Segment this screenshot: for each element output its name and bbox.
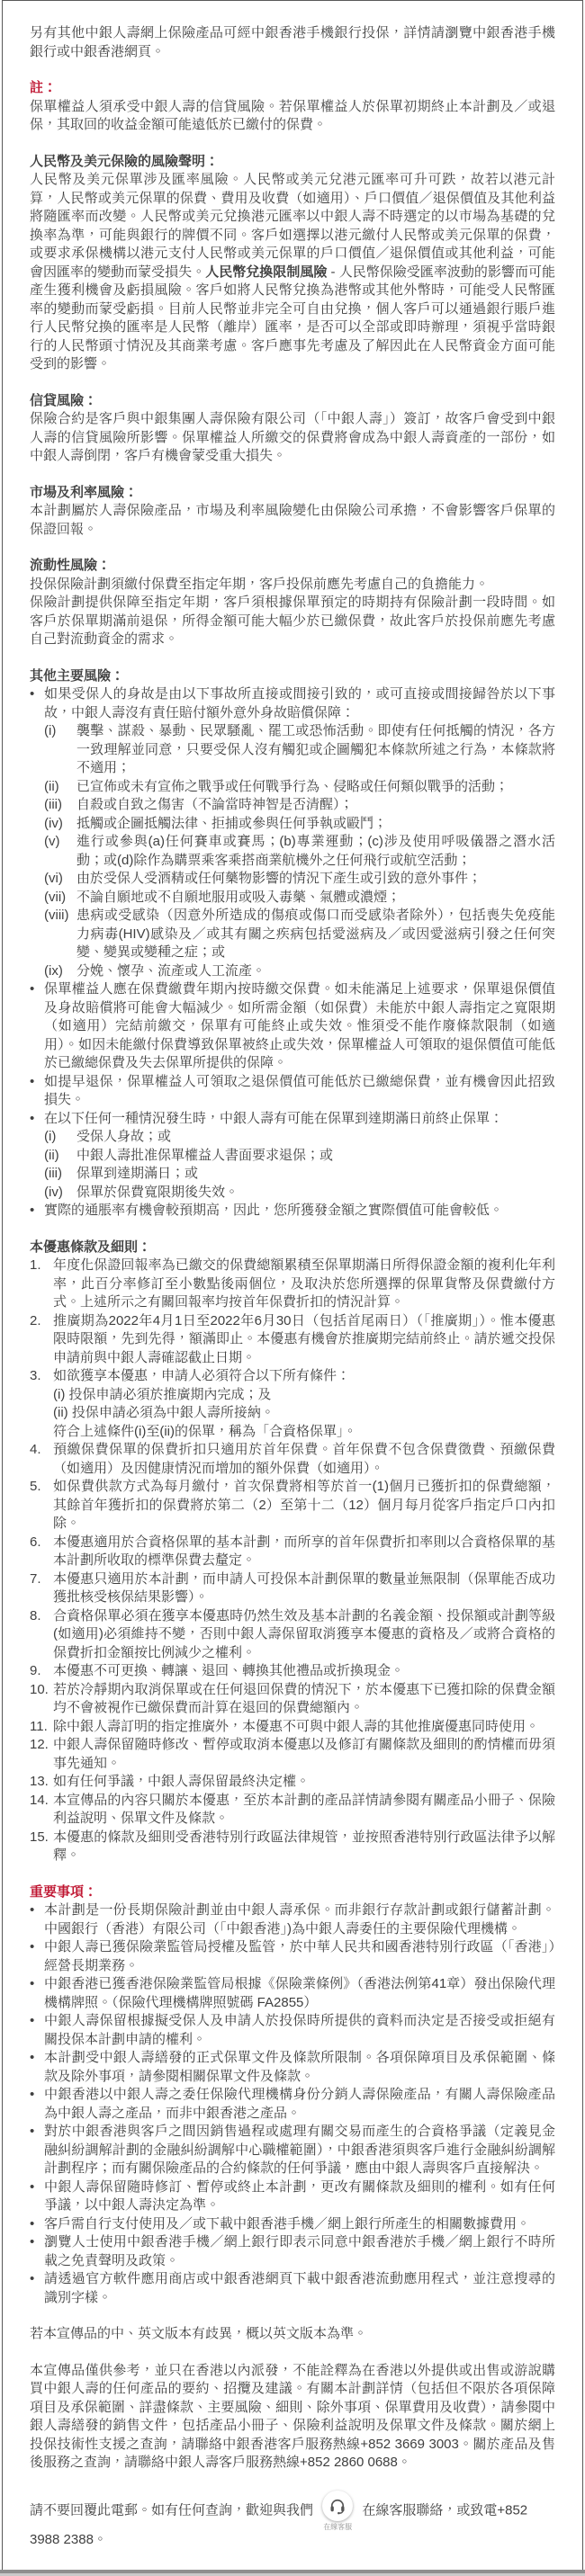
- document-body: [2, 0, 583, 2576]
- sublist-item-text: 中銀人壽批准保單權益人書面要求退保；或: [76, 1147, 334, 1163]
- list-marker: 8.: [30, 1607, 41, 1623]
- sublist-item: [44, 1184, 555, 1203]
- list-item-line: 符合上述條件(i)至(ii)的保單，稱為「合資格保單」。: [53, 1423, 357, 1439]
- list-marker: 13.: [30, 1774, 49, 1789]
- list-item-line: 瀏覽人士使用中銀香港手機／網上銀行即表示同意中銀香港於手機／網上銀行不時所載之免責聲明及政策。: [44, 2234, 555, 2268]
- list-marker: 1.: [30, 1257, 41, 1273]
- sublist-marker: (vi): [44, 871, 63, 886]
- list-marker: •: [30, 1203, 35, 1218]
- list-marker: •: [30, 2124, 35, 2139]
- closing-paragraph: 若本宣傳品的中、英文版本有歧異，概以英文版本為準。: [30, 2326, 368, 2341]
- list-item-line: 如提早退保，保單權益人可領取之退保價值可能低於已繳總保費，並有機會因此招致損失。: [44, 1073, 555, 1107]
- list-item: [30, 1534, 555, 1570]
- list-item: [30, 1257, 555, 1312]
- paragraph: 保險合約是客戶與中銀集團人壽保險有限公司（「中銀人壽」）簽訂，故客戶會受到中銀人壽的信貸風險所影響。保單權益人所繳交的保費將會成為中銀人壽資產的一部份，如中銀人壽倒閉，客戶有機會蒙受重大損失。: [30, 411, 555, 463]
- section-heading: 本優惠條款及細則：: [30, 1239, 152, 1255]
- list-item: [30, 2012, 555, 2049]
- section-heading: 市場及利率風險：: [30, 484, 139, 500]
- sublist-marker: (viii): [44, 908, 69, 923]
- list-item-text: [53, 1312, 555, 1368]
- sublist-marker: (i): [44, 723, 57, 738]
- list-item: [30, 1773, 555, 1792]
- sublist-item-text: 已宣佈或未有宣佈之戰爭或任何戰爭行為、侵略或任何類似戰爭的活動；: [76, 778, 509, 794]
- sublist-marker: (v): [44, 834, 60, 849]
- list-item: [30, 1975, 555, 2012]
- section-heading: 註：: [30, 80, 58, 95]
- list-item: [30, 2123, 555, 2178]
- list-marker: •: [30, 2215, 35, 2232]
- list-item-line: 若於冷靜期內取消保單或在任何退回保費的情況下，於本優惠下已獲扣除的保費金額均不會被視作已繳保費而計算在退回的保費總額內。: [53, 1681, 555, 1715]
- list-marker: 3.: [30, 1368, 41, 1383]
- sublist-marker: (i): [44, 1129, 57, 1144]
- list-marker: 11.: [30, 1718, 48, 1734]
- paragraph: [30, 171, 555, 374]
- list-marker: •: [30, 2013, 35, 2028]
- list-marker: •: [30, 1073, 35, 1089]
- list-item-text: [44, 2123, 555, 2178]
- list-item-line: 如有任何爭議，中銀人壽保留最終決定權。: [53, 1774, 310, 1789]
- list-item-line: 實際的通脹率有機會較預期高，因此，您所獲發金額之實際價值可能會較低。: [44, 1203, 504, 1218]
- list-item: [30, 1792, 555, 1829]
- online-customer-service-button[interactable]: [322, 2491, 353, 2531]
- closing-paragraphs: [30, 2325, 555, 2473]
- list-item: [30, 1441, 555, 1478]
- list-item-line: 客戶需自行支付使用及／或下載中銀香港手機／網上銀行所產生的相關數據費用。: [44, 2215, 531, 2232]
- list-marker: 7.: [30, 1570, 41, 1587]
- section-liquidity-risk: [30, 557, 555, 649]
- section-market-interest-risk: [30, 484, 555, 540]
- list-item-text: [53, 1773, 555, 1792]
- closing-paragraph: 本宣傳品僅供參考，並只在香港以內派發，不能詮釋為在香港以外提供或出售或游說購買中銀人壽的任何產品的要約、招攬及建議。有關本計劃詳情（包括但不限於各項保障項目及承保範圍、詳盡條款、主要風險、細則、除外事項、保單費用及收費），請參閱中銀人壽繕發的銷售文件，包括產品小冊子、保險利益說明及保單文件及條款。關於網上投保技術性支援之查詢，請聯絡中銀香港客戶服務熱線+852 3669 3003。關於產品及售後服務之查詢，請聯絡中銀人壽客戶服務熱線+852 2860 0688。: [30, 2362, 555, 2470]
- list-item: [30, 1681, 555, 1718]
- section-credit-risk: [30, 392, 555, 466]
- sublist-marker: (iv): [44, 1184, 63, 1200]
- bold-inline-text: 人民幣兌換限制風險: [205, 264, 328, 280]
- list-item-line: 中銀香港以中銀人壽之委任保險代理機構身份分銷人壽保險產品，有關人壽保險產品為中銀人壽之產品，而非中銀香港之產品。: [44, 2087, 555, 2121]
- list-item-text: [53, 1792, 555, 1829]
- list-marker: •: [30, 2050, 35, 2065]
- other-key-risks-list: [30, 685, 555, 1221]
- section-heading: 流動性風險：: [30, 558, 112, 573]
- sublist-item: [44, 1165, 555, 1184]
- list-item-line: 年度化保證回報率為已繳交的保費總額累積至保單期滿日所得保證金額的複利化年利率，此百分率修訂至小數點後兩個位，及取決於您所選擇的保單貨幣及保費繳付方式。上述所示之有關回報率均按首年保費折扣的情況計算。: [53, 1257, 555, 1310]
- list-item-line: 本優惠不可更換、轉讓、退回、轉換其他禮品或折換現金。: [53, 1663, 405, 1678]
- inline-text: - 人民幣保險受匯率波動的影響而可能產生獲利機會及虧損風險。客戶如將人民幣兌換為港幣或其他外幣時，可能受人民幣匯率的變動而蒙受虧損。目前人民幣並非完全可自由兌換，個人客戶可以通過銀行賬戶進行人民幣兌換的匯率是人民幣（離岸）匯率，是否可以全部或即時辦理，須視乎當時銀行的人民幣頭寸情況及其商業考慮。客戶應事先考慮及了解因此在人民幣資金方面可能受到的影響。: [30, 264, 555, 371]
- list-item-text: [44, 2178, 555, 2215]
- sublist-item: [44, 722, 555, 778]
- list-marker: 10.: [30, 1681, 49, 1697]
- section-other-key-risks: [30, 667, 555, 1221]
- sublist-marker: (iv): [44, 815, 63, 831]
- list-marker: •: [30, 2087, 35, 2102]
- sublist-item: [44, 778, 555, 797]
- list-item-text: [53, 1736, 555, 1773]
- list-item-line: 本計劃受中銀人壽繕發的正式保單文件及條款所限制。各項保障項目及承保範圍、條款及除外事項，請參閱相關保單文件及條款。: [44, 2050, 555, 2084]
- section-rmb-usd-risk-statement: [30, 153, 555, 374]
- list-item-text: [53, 1718, 555, 1737]
- list-item-text: [53, 1607, 555, 1663]
- list-marker: 14.: [30, 1792, 49, 1808]
- list-marker: •: [30, 2271, 35, 2286]
- sublist-item-text: 不論自願地或不自願地服用或吸入毒藥、氣體或濃煙；: [76, 889, 401, 905]
- list-item-line: 合資格保單必須在獲享本優惠時仍然生效及基本計劃的名義金額、投保額或計劃等級(如適用)必須維持不變，否則中銀人壽保留取消獲享本優惠的資格及／或將合資格的保費折扣金額按比例減少之權利。: [53, 1607, 555, 1660]
- list-item-text: [44, 2012, 555, 2049]
- list-marker: •: [30, 1110, 35, 1126]
- list-item-line: 中銀香港已獲香港保險業監管局根據《保險業條例》（香港法例第41章）發出保險代理機構牌照。（保險代理機構牌照號碼 FA2855）: [44, 1976, 555, 2010]
- list-item-text: [44, 980, 555, 1073]
- list-item: [30, 1478, 555, 1534]
- list-item: [30, 1607, 555, 1663]
- list-item: [30, 1736, 555, 1773]
- list-item-line: (i) 投保申請必須於推廣期內完成；及: [53, 1386, 272, 1402]
- footer-text-post: 在線客服聯絡，或致電+852 3988 2388。: [30, 2501, 528, 2547]
- list-item-text: [53, 1367, 555, 1441]
- list-item-line: 除中銀人壽訂明的指定推廣外，本優惠不可與中銀人壽的其他推廣優惠同時使用。: [53, 1718, 540, 1734]
- paragraph: 本計劃屬於人壽保險產品，市場及利率風險變化由保險公司承擔，不會影響客戶保單的保證回報。: [30, 503, 555, 537]
- list-item-text: [53, 1257, 555, 1312]
- list-item-line: 本優惠適用於合資格保單的基本計劃，而所享的首年保費折扣率則以合資格保單的基本計劃所收取的標準保費去釐定。: [53, 1534, 555, 1568]
- list-item-line: 本優惠只適用於本計劃，而申請人可投保本計劃保單的數量並無限制（保單能否成功獲批核受核保結果影響）。: [53, 1570, 555, 1605]
- important-notes-list: [30, 1901, 555, 2307]
- list-item-line: 對於中銀香港與客戶之間因銷售過程或處理有關交易而產生的合資格爭議（定義見金融糾紛調解計劃的金融糾紛調解中心職權範圍），中銀香港須與客戶進行金融糾紛調解計劃程序；而有關保險產品的合約條款的任何爭議，應由中銀人壽與客戶直接解決。: [44, 2124, 555, 2176]
- sublist-item-text: 抵觸或企圖抵觸法律、拒捕或參與任何爭執或毆鬥；: [76, 815, 388, 831]
- list-item-text: [44, 1202, 555, 1221]
- sublist-item-text: 進行或參與(a)任何賽車或賽馬；(b)專業運動；(c)涉及使用呼吸儀器之潛水活動；或(d)除作為購票乘客乘搭商業航機外之任何飛行或航空活動；: [76, 834, 555, 868]
- list-marker: 6.: [30, 1534, 41, 1550]
- list-marker: •: [30, 2234, 35, 2250]
- list-marker: 12.: [30, 1737, 49, 1752]
- section-heading: 信貸風險：: [30, 392, 98, 408]
- sublist-marker: (vii): [44, 889, 67, 905]
- list-item: [30, 980, 555, 1073]
- sublist-item-text: 自殺或自致之傷害（不論當時神智是否清醒）；: [76, 797, 354, 812]
- sublist-item-text: 襲擊、謀殺、暴動、民眾騷亂、罷工或恐怖活動。即使有任何抵觸的情況，各方一致理解並同意，只要受保人沒有觸犯或企圖觸犯本條款所述之行為，本條款將不適用；: [76, 723, 555, 775]
- sublist-marker: (ii): [44, 1147, 59, 1163]
- sublist-item-text: 受保人身故；或: [76, 1129, 172, 1144]
- list-item-text: [44, 2086, 555, 2123]
- list-marker: 4.: [30, 1442, 41, 1457]
- list-item-line: 中銀人壽保留隨時修改、暫停或取消本優惠以及修訂有關條款及細則的酌情權而毋須事先通知。: [53, 1737, 555, 1771]
- list-item-line: 預繳保費保單的保費折扣只適用於首年保費。首年保費不包含保費徵費、預繳保費（如適用）及因健康情況而增加的額外保費（如適用）。: [53, 1442, 555, 1476]
- sublist-item-text: 保單於保費寬限期後失效。: [76, 1184, 239, 1200]
- list-item-line: 本宣傳品的內容只關於本優惠，至於本計劃的產品詳情請參閱有關產品小冊子、保險利益說明、保單文件及條款。: [53, 1792, 555, 1826]
- sublist-item-text: 由於受保人受酒精或任何藥物影響的情況下產生或引致的意外事件；: [76, 871, 482, 886]
- section-heading: 其他主要風險：: [30, 667, 125, 684]
- footer-note: [30, 2491, 555, 2550]
- list-item-text: [44, 2049, 555, 2086]
- list-item-text: [53, 1478, 555, 1534]
- list-item-line: 如保費供款方式為每月繳付，首次保費將相等於首一(1)個月已獲折扣的保費總額，其餘首年獲折扣的保費將於第二（2）至第十二（12）個月每月從客戶指定戶口內扣除。: [53, 1479, 555, 1531]
- sublist-item-text: 保單到達期滿日；或: [76, 1166, 199, 1181]
- section-heading: 重要事項：: [30, 1883, 98, 1900]
- sublist-item: [44, 815, 555, 834]
- list-item-line: 本優惠的條款及細則受香港特別行政區法律規管，並按照香港特別行政區法律予以解釋。: [53, 1829, 555, 1863]
- sublist-marker: (ii): [44, 778, 59, 794]
- list-marker: •: [30, 981, 35, 997]
- list-marker: 5.: [30, 1479, 41, 1494]
- sublist-item: [44, 889, 555, 908]
- list-item: [30, 2270, 555, 2307]
- list-item: [30, 1662, 555, 1681]
- list-item: [30, 1202, 555, 1221]
- list-item: [30, 1938, 555, 1975]
- list-item: [30, 2215, 555, 2234]
- sublist-item: [44, 1147, 555, 1166]
- section-offer-terms: [30, 1239, 555, 1865]
- list-item: [30, 2178, 555, 2215]
- headset-icon: [322, 2491, 353, 2521]
- list-item-text: [44, 1938, 555, 1975]
- paragraph: 保單權益人須承受中銀人壽的信貸風險。若保單權益人於保單初期終止本計劃及／或退保，其取回的收益金額可能遠低於已繳付的保費。: [30, 98, 555, 132]
- list-item-text: [44, 2270, 555, 2307]
- list-marker: •: [30, 1976, 35, 1991]
- list-item-text: [53, 1662, 555, 1681]
- list-item-line: (ii) 投保申請必須為中銀人壽所接納。: [53, 1405, 274, 1420]
- section-important-notes: [30, 1883, 555, 2308]
- list-item: [30, 1570, 555, 1607]
- list-item: [30, 1901, 555, 1938]
- sublist-item-text: 分娩、懷孕、流產或人工流產。: [76, 962, 266, 979]
- list-item-line: 保單權益人應在保費繳費年期內按時繳交保費。如未能滿足上述要求，保單退保價值及身故賠償將可能會大幅減少。如所需金額（如保費）未能於中銀人壽指定之寬限期（如適用）完結前繳交，保單有可能終止或失效。惟須受不能作廢條款限制（如適用）。如因未能繳付保費導致保單被終止或失效，保單權益人可領取的退保價值可能低於已繳總保費及失去保單所提供的保障。: [44, 981, 555, 1070]
- list-item-text: [53, 1681, 555, 1718]
- paragraph: 投保保險計劃須繳付保費至指定年期，客戶投保前應先考慮自己的負擔能力。: [30, 576, 490, 592]
- list-marker: •: [30, 2178, 35, 2195]
- list-item-line: 中銀人壽保留根據擬受保人及申請人於投保時所提供的資料而決定是否接受或拒絕有關投保本計劃申請的權利。: [44, 2013, 555, 2047]
- list-marker: •: [30, 1902, 35, 1918]
- list-item-text: [44, 685, 555, 980]
- list-item: [30, 1073, 555, 1110]
- list-item-text: [44, 1901, 555, 1938]
- list-item: [30, 1367, 555, 1441]
- inline-text: 人民幣及美元保單涉及匯率風險。人民幣或美元兌港元匯率可升可跌，故若以港元計算，人民幣或美元保單的保費、費用及收費（如適用）、戶口價值／退保價值及其他利益將隨匯率而改變。人民幣或美元兌換港元匯率以中銀人壽不時選定的以市場為基礎的兌換率為準，可能與銀行的牌價不同。客戶如選擇以港元繳付人民幣或美元保單的保費，或要求承保機構以港元支付人民幣或美元保單的戶口價值／退保價值或其他利益，可能會因匯率的變動而蒙受損失。: [30, 172, 555, 280]
- list-item: [30, 2086, 555, 2123]
- sublist-item: [44, 962, 555, 981]
- list-marker: 2.: [30, 1312, 41, 1328]
- sublist-marker: (ix): [44, 962, 63, 979]
- list-marker: •: [30, 1939, 35, 1954]
- list-item-line: 本計劃是一份長期保險計劃並由中銀人壽承保。而非銀行存款計劃或銀行儲蓄計劃。中國銀行（香港）有限公司（「中銀香港」)為中銀人壽委任的主要保險代理機構。: [44, 1902, 555, 1936]
- list-item-text: [44, 1975, 555, 2012]
- list-item: [30, 2233, 555, 2270]
- list-item-line: 請透過官方軟件應用商店或中銀香港網頁下載中銀香港流動應用程式，並注意搜尋的識別字樣。: [44, 2271, 555, 2305]
- list-item-text: [44, 1110, 555, 1203]
- section-heading: 人民幣及美元保險的風險聲明：: [30, 153, 220, 169]
- list-item-text: [44, 1073, 555, 1110]
- paragraph: 保險計劃提供保障至指定年期，客戶須根據保單預定的時期持有保險計劃一段時間。如客戶於保單期滿前退保，所得金額可能大幅少於已繳保費，故此客戶於投保前應先考慮自己對流動資金的需求。: [30, 595, 555, 647]
- list-item-text: [53, 1829, 555, 1865]
- intro-paragraph: 另有其他中銀人壽網上保險產品可經中銀香港手機銀行投保，詳情請瀏覽中銀香港手機銀行或中銀香港網頁。: [30, 25, 555, 59]
- list-item: [30, 1312, 555, 1368]
- offer-terms-list: [30, 1257, 555, 1865]
- list-item: [30, 2049, 555, 2086]
- sublist-item: [44, 1128, 555, 1147]
- sublist: [44, 722, 555, 980]
- list-item: [30, 1829, 555, 1865]
- footer-text-pre: 請不要回覆此電郵。如有任何查詢，歡迎與我們: [30, 2501, 314, 2518]
- sublist: [44, 1128, 555, 1202]
- list-marker: 9.: [30, 1663, 41, 1678]
- list-item: [30, 1718, 555, 1737]
- list-item: [30, 685, 555, 980]
- sublist-item: [44, 796, 555, 815]
- sublist-item: [44, 833, 555, 870]
- list-item-line: 如果受保人的身故是由以下事故所直接或間接引致的，或可直接或間接歸咎於以下事故，中銀人壽沒有責任賠付額外意外身故賠償保障：: [44, 686, 555, 720]
- sublist-marker: (iii): [44, 797, 62, 812]
- bottom-edge-bar: [0, 2570, 585, 2576]
- list-item-text: [53, 1570, 555, 1607]
- sublist-marker: (iii): [44, 1166, 62, 1181]
- list-item-text: [44, 2233, 555, 2270]
- sublist-item: [44, 870, 555, 889]
- section-note: [30, 79, 555, 135]
- list-item-text: [53, 1534, 555, 1570]
- sections-container: [30, 79, 555, 2307]
- list-marker: •: [30, 686, 35, 702]
- list-marker: 15.: [30, 1829, 49, 1845]
- list-item-text: [44, 2215, 555, 2234]
- list-item-line: 中銀人壽保留隨時修訂、暫停或終止本計劃，更改有關條款及細則的權利。如有任何爭議，以中銀人壽決定為準。: [44, 2178, 555, 2213]
- list-item-line: 如欲獲享本優惠，申請人必須符合以下所有條件：: [53, 1368, 351, 1383]
- list-item: [30, 1110, 555, 1203]
- online-customer-service-caption: 在線客服: [323, 2522, 353, 2531]
- list-item-line: 中銀人壽已獲保險業監管局授權及監管，於中華人民共和國香港特別行政區（「香港」）經營長期業務。: [44, 1939, 555, 1973]
- sublist-item-text: 患病或受感染（因意外所造成的傷痕或傷口而受感染者除外），包括喪失免疫能力病毒(HIV)感染及／或其有關之疾病包括愛滋病及／或因愛滋病引發之任何突變、變異或變種之症；或: [76, 908, 555, 960]
- list-item-line: 在以下任何一種情況發生時，中銀人壽有可能在保單到達期滿日前終止保單：: [44, 1110, 504, 1126]
- list-item-line: 推廣期為2022年4月1日至2022年6月30日（包括首尾兩日）（「推廣期」）。惟本優惠限時限額，先到先得，額滿即止。本優惠有機會於推廣期完結前終止。請於遞交投保申請前與中銀人壽確認截止日期。: [53, 1312, 555, 1365]
- sublist-item: [44, 907, 555, 962]
- list-item-text: [53, 1441, 555, 1478]
